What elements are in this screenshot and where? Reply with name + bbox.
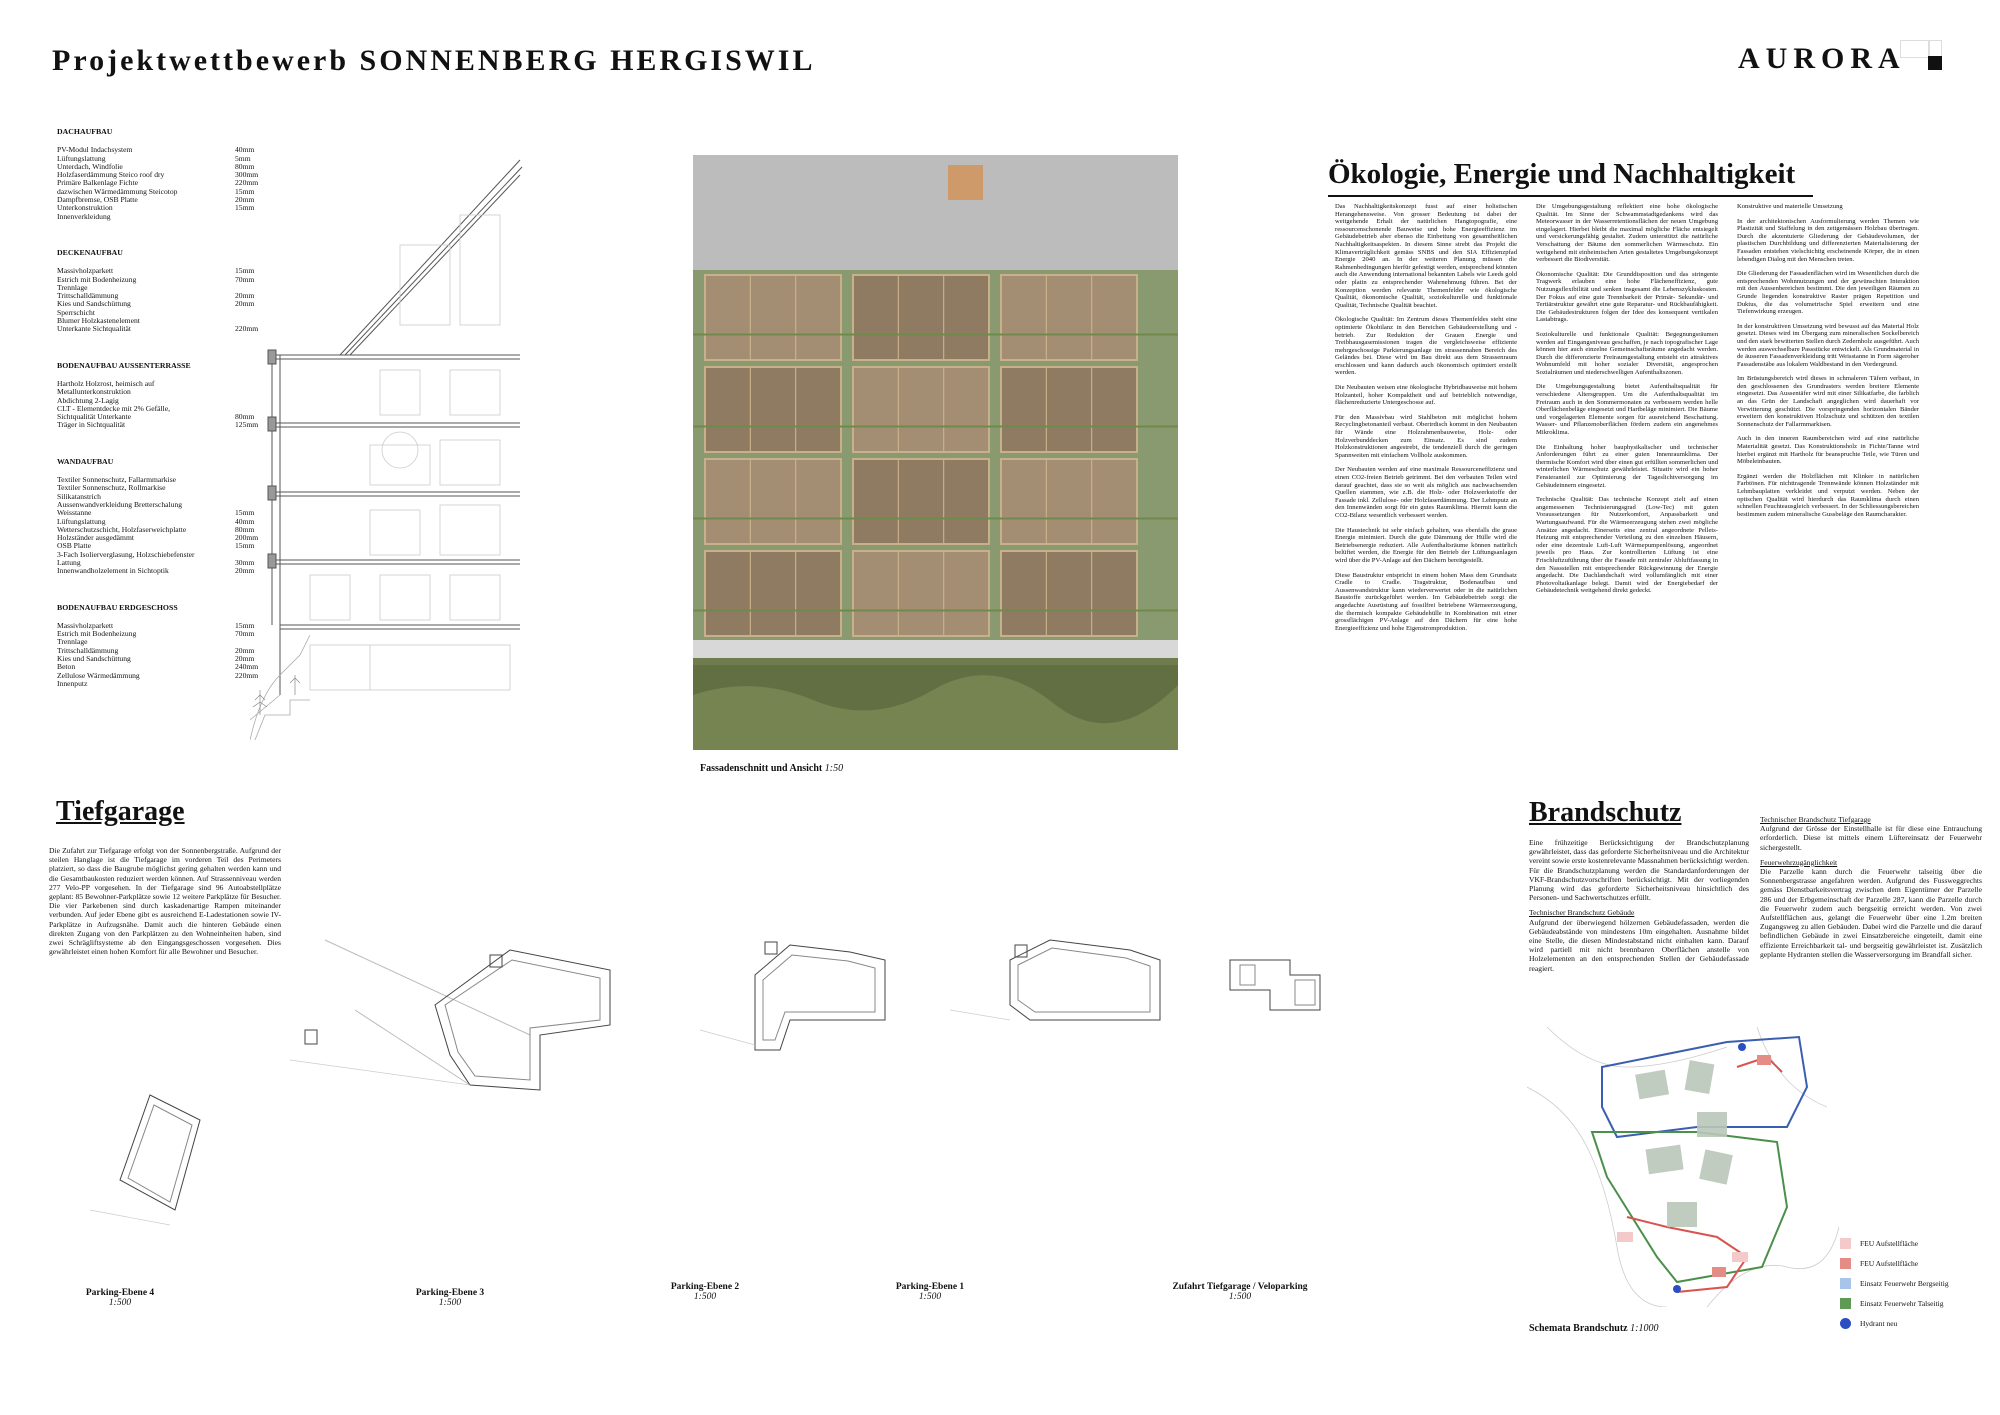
spec-row: Primäre Balkenlage Fichte 220mm [57,178,259,188]
spec-row: PV-Modul Indachsystem 40mm [57,145,255,155]
facade-window [1001,551,1137,636]
eco-paragraph: Ökonomische Qualität: Die Grunddisposition und das stringente Tragwerk erlauben eine hohe Flächeneffizienz, gute Nutzungsflexibilität und senken insgesamt die Lebenszykluskosten. Der Fokus auf eine gute Trennbarkeit der Primär- Sekundär- und Tertiärstruktur gewährt eine gute Reparatur- und Rückbaufähigkeit. Die Gebäudestrukturen folgen der Idee des konsequent vertikalen Lastabtrags. [1536,270,1718,324]
page-title: Projektwettbewerb SONNENBERG HERGISWIL [52,44,816,77]
eco-heading: Ökologie, Energie und Nachhaltigkeit [1328,158,1796,190]
fire-map-legend [1840,1238,1949,1338]
legend-swatch [1840,1318,1851,1329]
facade-window [853,459,989,544]
spec-row: Lattung 30mm [57,557,255,567]
spec-row: Weisstanne 15mm [57,508,255,518]
plan-label-ebene-1: Parking-Ebene 1 1:500 [895,1282,965,1302]
spec-group [57,249,257,334]
spec-row: Holzständer ausgedämmt 200mm [57,533,259,543]
spec-row: Hartholz Holzrost, heimisch auf [57,378,155,388]
facade-window [705,367,841,452]
fire-map-caption-label: Schemata Brandschutz [1529,1323,1628,1334]
eco-paragraph: Die Einhaltung hoher bauphysikalischer und technischer Anforderungen führt zu einer guten Innenraumklima. Der thermische Komfort wird über einen gut erfüllten sommerlichen und winterlichen Wärmeschutz gewährleistet. Situativ wird ein hoher Fensteranteil zur Optimierung der Tageslichtversorgung im Gebäudeinnern eingesetzt. [1536,443,1718,489]
spec-row: Estrich mit Bodenheizung 70mm [57,629,255,639]
legend-label: Einsatz Feuerwehr Talseitig [1860,1298,1944,1308]
facade-elevation-render [693,155,1178,750]
facade-window [853,275,989,360]
facade-window [853,367,989,452]
legend-swatch [1840,1258,1851,1269]
spec-row: Lüftungslattung 40mm [57,516,255,526]
plan-label-ebene-3: Parking-Ebene 3 1:500 [415,1288,485,1308]
facade-window [1001,275,1137,360]
spec-row: Unterkante Sichtqualität 220mm [57,324,259,334]
spec-row: Träger in Sichtqualität 125mm [57,420,259,430]
eco-column-3 [1737,203,1919,525]
eco-paragraph: Die Umgebungsgestaltung bietet Aufenthaltsqualität für verschiedene Altersgruppen. Um die Aufenthaltsqualität im Freiraum auch in den Sommermonaten zu verbessern werden helle Oberflächenbeläge eingesetzt und Hartbeläge minimiert. Die Bäume und vorgelagerten Elemente sorgen für ausreichend Beschattung. Wasser- und Pflanzenoberflächen fördern zudem ein angenehmes Mikroklima. [1536,383,1718,437]
spec-group [57,128,257,221]
eco-heading-rule [1328,195,1813,197]
spec-row: Massivholzparkett 15mm [57,266,255,276]
eco-paragraph: Im Brüstungsbereich wird dieses in schmaleren Täfern verbaut, in den geschlossenen des Grundrasters werden breitere Elemente eingesetzt. Das Aussentäfer wird mit einer Silikatfarbe, die farblich an das Grün der Landschaft angeglichen wird dauerhaft vor Verwitterung geschützt. Die vorspringenden horizontalen Bänder erweitern den konstruktiven Holzschutz und schützen den textilen Sonnenschutz der Fallarmmarkisen. [1737,375,1919,428]
legend-label: FEU Aufstellfläche [1860,1258,1919,1268]
spec-row: Lüftungslattung 5mm [57,153,251,163]
spec-row: Wetterschutzschicht, Holzfaserweichplatte 80mm [57,524,255,534]
brandschutz-tiefgarage-text: Aufgrund der Grösse der Einstellhalle ist für diese eine Entrauchung erforderlich. Diese ist mittels einem Lüftereinsatz der Feuerwehr sichergestellt. [1760,824,1982,852]
eco-paragraph: In der konstruktiven Umsetzung wird bewusst auf das Material Holz gesetzt. Dieses wird im Übergang zum mineralischen Sockelbereich und den stark bewitterten Stellen durch Zedernholz ausgeführt. Auch werden auswechselbare Passstücke entwickelt. Als Grundmaterial in de äusseren Fassadenverkleidung tritt Weisstanne in Form sägeroher Fassadenstäbe aus lokalem Waldbestand in den Vordergrund. [1737,322,1919,368]
tiefgarage-heading: Tiefgarage [56,796,185,827]
eco-paragraph: Die Umgebungsgestaltung reflektiert eine hohe ökologische Qualität. Im Sinne der Schwammstadtgedankens wird das Meteorwasser in der Wasserretentionsflächen der neuen Umgebung eingelagert. Hierbei bleibt die maximal mögliche Fläche entsiegelt und versickerungsfähig gestaltet. Zudem unterstützt die natürliche Verschattung der Bäume den sommerlichen Wärmeschutz. Ein weitgehend mit einheimischen Arten gestaltetes Umgebungskonzept verbessert die Biodiversität. [1536,203,1718,264]
brandschutz-gebaeude-text: Aufgrund der überwiegend hölzernen Gebäudefassaden, werden die Gebäudeabstände von mindestens 10m eingehalten. Ausnahme bildet eine Stelle, die diesen Mindestabstand nicht einhalten kann. Darauf wird partiell mit nicht brennbaren Oberflächen anstelle von Holzelementen an den entsprechenden Stellen der Gebäudefassade reagiert. [1529,917,1749,973]
spec-row: Sperrschicht [57,307,95,317]
brandschutz-text-left [1529,838,1749,979]
spec-row: Zellulose Wärmedämmung 220mm [57,670,259,680]
spec-group-title: WANDAUFBAU [57,456,114,466]
brandschutz-heading: Brandschutz [1529,797,1682,828]
legend-label: Hydrant neu [1860,1318,1898,1328]
brandschutz-feuerwehr-text: Die Parzelle kann durch die Feuerwehr talseitig über die Sonnenbergstrasse angefahren werden. Aufgrund des Fussweggrechts gemäss Dienstbarkeitsvertrag zwischen dem Eigentümer der Parzelle 286 und der Erbgemeinschaft der Parzelle 287, kann die Parzelle durch die Feuerwehr zudem auch bergseitig erreicht werden. Von zwei Aufstellflächen aus, gelangt die Feuerwehr über eine 1.2m breiten Zugangsweg zu allen Gebäuden. Dabei wird die Parzelle und die darauf befindlichen Gebäude in zwei Einsatzbereiche eingeteilt, damit eine effiziente Erreichbarkeit tal- und bergseitig gewährleistet ist. Zusätzlich geplante Hydranten stellen die Wasserversorgung im Brandfall sicher. [1760,867,1982,959]
eco-paragraph: Ergänzt werden die Holzflächen mit Klinker in natürlichen Farbtönen. Für nichttragende Trennwände können Holzständer mit Lehmbauplatten verkleidet und verputzt werden. Neben der optischen Qualität wird hierdurch das Raumklima durch einen schnellen Feuchteausgleich verbessert. In der Schliessungsbereichen bestimmen zudem mineralische Gussbeläge den Raumcharakter. [1737,472,1919,518]
facade-window [853,551,989,636]
spec-group [57,458,257,576]
legend-item [1840,1258,1949,1269]
eco-paragraph: In der architektonischen Ausformulierung werden Themen wie Plastizität und Staffelung in den zeitgemässen Holzbau übertragen. Durch die akzentuierte Gliederung der Gebäudevolumen, der plastischen Durchbildung und differenzierten Materialisierung der Fassaden entstehen vielschichtig erscheinende Körper, die in einen lebendigen Dialog mit den Menschen treten. [1737,217,1919,263]
eco-paragraph: Die Haustechnik ist sehr einfach gehalten, was ebenfalls die graue Energie minimiert. Durch die gute Dämmung der Hülle wird die Betriebsenergie reduziert. Alle Aufenthaltsräume können natürlich belüftet werden, die Energie für den Betrieb der Lüftungsanlagen wird über die PV-Anlage auf den Dächern bereitgestellt. [1335,526,1517,564]
spec-row: CLT - Elementdecke mit 2% Gefälle, [57,403,171,413]
spec-group-title: DACHAUFBAU [57,127,113,136]
spec-row: Dampfbremse, OSB Platte 20mm [57,195,255,205]
eco-paragraph: Technische Qualität: Das technische Konzept zielt auf einen angemessenen Technisierungsgrad (Low-Tec) mit guten Voraussetzungen für Nutzerkomfort, Anpassbarkeit und Wartungsaufwand. Für die Wärmeerzeugung stehen zwei mögliche Ansätze angedacht. Einerseits eine zentral angeordnete Pellets-Heizung mit entsprechender Verteilung zu den einzelnen Häusern, oder eine dezentrale Luft-Luft Wärmepumpenlösung, angeordnet jeweils pro Haus. Zur kontrollierten Lüftung ist eine Frischluftzuführung über die Fassade mit zentraler Abluftfassung in den Nassstellen mit entsprechender Rückgewinnung der Energie angedacht. Die Dachlandschaft wird vollumfänglich mit einer Photovoltaikanlage belegt. Damit wird der Energiebedarf der Gebäudetechnik weitgehend direkt gedeckt. [1536,496,1718,595]
legend-swatch [1840,1238,1851,1249]
facade-section-drawing [250,155,670,740]
eco-column-2 [1536,203,1718,602]
eco-paragraph: Diese Baustruktur entspricht in einem hohen Mass dem Grundsatz Cradle to Cradle. Tragstruktur, Bodenaufbau und Aussenwandstruktur kann wiederverwertet oder in die natürlichen Baustoffe zurückgeführt werden. Im Gebäudebetrieb sorgt die angedachte Ausrüstung auf fossilfrei betriebene Wärmeerzeugung, die thermisch kompakte Gebäudehülle in Kombination mit einer grossflächigen PV-Anlage auf den Dächern für eine hohe Energieeffizienz und hohe Eigenstromproduktion. [1335,571,1517,632]
legend-item [1840,1278,1949,1289]
eco-paragraph: Die Neubauten weisen eine ökologische Hybridbauweise mit hohem Holzanteil, hoher Kompaktheit und auf betrieblich notwendige, flächenreduzierte Untergeschosse auf. [1335,384,1517,407]
facade-window [705,275,841,360]
brandschutz-intro: Eine frühzeitige Berücksichtigung der Brandschutzplanung gewährleistet, dass das geforderte Sicherheitsniveau und die Architektur vereint sowie erste kostenrelevante Massnahmen berücksichtigt werden. Für die Brandschutzplanung werden die Standardanforderungen der VKF-Brandschutzvorschriften berücksichtigt. Mit der vorliegenden Planung wird das geforderte Sicherheitsniveau hinsichtlich des Personen- und Sachwertschutzes erfüllt. [1529,838,1749,903]
plan-label-ebene-4: Parking-Ebene 4 1:500 [85,1288,155,1308]
eco-paragraph: Konstruktive und materielle Umsetzung [1737,203,1843,210]
facade-window [1001,367,1137,452]
facade-window [705,551,841,636]
eco-paragraph: Die Gliederung der Fassadenflächen wird im Wesentlichen durch die entsprechenden Wohnnutzungen und der gewünschten Interaktion mit den Aussenbereichen bestimmt. Die den jeweiligen Räumen zu Grunde liegenden konstruktive Raster prägen Repetition und Duktus, die das volumetrische Spiel erweitern und eine Tiefenwirkung erzeugen. [1737,270,1919,316]
plan-label-zufahrt: Zufahrt Tiefgarage / Veloparking 1:500 [1172,1282,1308,1302]
facade-caption [700,763,843,774]
spec-row: Kies und Sandschüttung 20mm [57,654,255,664]
spec-row: Textiler Sonnenschutz, Fallarmmarkise [57,475,177,485]
spec-row: Holzfaserdämmung Steico roof dry 300mm [57,170,259,180]
legend-item [1840,1238,1949,1249]
facade-window [705,459,841,544]
brandschutz-tiefgarage-title: Technischer Brandschutz Tiefgarage [1760,815,1871,824]
eco-paragraph: Das Nachhaltigkeitskonzept fusst auf einer holistischen Herangehensweise. Von grosser Bedeutung ist dabei der weitgehende Erhalt der natürlichen Hangtopografie, eine ressourcenschonende Bauweise und hohe Energieeffizienz im Gebäudebetrieb aber ebenso die Einbettung von gesamtheitlichen Nachhaltigkeitsaspekten. In diesem Sinne strebt das Projekt die Klimaverträglichkeit gemäss SNBS und den SIA Effizienzpfad Energie 2040 an. In der weiteren Planung müssen die Rahmenbedingungen hierfür gefestigt werden, entsprechend könnten auch die Anwendung international bekannten Labels wie Leeds gold oder platin zu entsprechender Wahrnehmung führen. Bei der Konzeption werden relevante Themenfelder wie ökologische Qualität, ökonomische Qualität, soziokulturelle und funktionale Qualität, Technische Qualität beachtet. [1335,203,1518,309]
spec-row: Unterkonstruktion 15mm [57,203,255,213]
spec-row: Blumer Holzkastenelement [57,316,140,326]
facade-caption-scale: 1:50 [824,763,844,774]
spec-group [57,604,257,689]
spec-row: Silikatanstrich [57,491,101,501]
spec-row: OSB Platte 15mm [57,541,255,551]
legend-item [1840,1318,1949,1329]
spec-group-title: BODENAUFBAU AUSSENTERRASSE [57,360,191,370]
spec-row: Sichtqualität Unterkante 80mm [57,412,255,422]
fire-map-caption [1529,1323,1658,1334]
eco-paragraph: Ökologische Qualität: Im Zentrum dieses Themenfeldes steht eine optimierte Ökobilanz in den Bereichen Gebäudeerstellung und -betrieb. Zur Reduktion der Grauen Energie und Treibhausgasemissionen tragen die vergleichsweise effiziente mehrgeschossige Parkierungsanlage im strassennahen Bereich des Geländes bei. Diese wird im Bau direkt aus dem Strassenraum erschlossen und kann dadurch auch ökonomisch optimiert erstellt werden. [1335,316,1517,377]
fire-safety-site-map [1527,1027,1839,1307]
spec-row: 3-Fach Isolierverglasung, Holzschiebefenster [57,549,195,559]
plan-label-ebene-2: Parking-Ebene 2 1:500 [670,1282,740,1302]
spec-row: Innenverkleidung [57,211,111,221]
facade-caption-label: Fassadenschnitt und Ansicht [700,763,823,774]
construction-specs [57,128,257,716]
spec-row: Beton 240mm [57,662,259,672]
eco-paragraph: Auch in den inneren Raumbereichen wird auf eine natürliche Materialität gesetzt. Das Konstruktionsholz in Fichte/Tanne wird hierbei ergänzt mit Hartholz für beanspruchte Teile, wie Türen und Möbeleinbauten. [1737,435,1919,466]
brand-logo-icon [1900,40,1942,76]
spec-row: Textiler Sonnenschutz, Rollmarkise [57,483,166,493]
brandschutz-gebaeude-title: Technischer Brandschutz Gebäude [1529,908,1635,918]
spec-row: Kies und Sandschüttung 20mm [57,299,255,309]
legend-swatch [1840,1298,1851,1309]
eco-paragraph: Soziokulturelle und funktionale Qualität: Begegnungsräumen werden auf Eingangsniveau geschaffen, je nach topografischer Lage können hier auch einzelne Gemeinschaftsräume angedacht werden. Durch die differenzierte Freiraumgestaltung entsteht ein attraktives Wohnumfeld mit hoher sozialer Diversität, angesprochen Sozialräumen und niederschwelligen Aufenthaltszonen. [1536,330,1718,376]
spec-row: Massivholzparkett 15mm [57,620,255,630]
spec-group-title: DECKENAUFBAU [57,247,123,257]
brand-name: AURORA [1738,42,1906,75]
spec-row: Trennlage [57,637,88,647]
legend-swatch [1840,1278,1851,1289]
spec-row: Trittschalldämmung 20mm [57,645,255,655]
spec-group [57,362,257,430]
spec-row: Metallunterkonstruktion [57,387,131,397]
eco-column-1 [1335,203,1517,639]
spec-row: Innenputz [57,678,88,688]
legend-label: FEU Aufstellfläche [1860,1238,1919,1248]
brandschutz-feuerwehr-title: Feuerwehrzugänglichkeit [1760,857,1838,867]
spec-group-title: BODENAUFBAU ERDGESCHOSS [57,602,178,612]
spec-row: Innenwandholzelement in Sichtoptik 20mm [57,566,255,576]
spec-row: dazwischen Wärmedämmung Steicotop 15mm [57,186,255,196]
facade-window [1001,459,1137,544]
spec-row: Trittschalldämmung 20mm [57,291,255,301]
parking-plans [90,880,1410,1260]
eco-paragraph: Der Neubauten werden auf eine maximale Ressourceneffizienz und einen CO2-freien Betrieb getrimmt. Bei den verbauten Teilen wird darauf geachtet, dass sie so weit als möglich aus nachwachsenden Quellen stammen, wie z.B. die Holz- oder Holzwerkstoffe der Fassade inkl. Zellulose- oder Holzfaserdämmung. Der Lehmputz an den Innenwänden sorgt für ein gutes Raumklima. Hiermit kann die CO2-Bilanz wesentlich verbessert werden. [1335,466,1517,519]
spec-row: Estrich mit Bodenheizung 70mm [57,274,255,284]
eco-paragraph: Für den Massivbau wird Stahlbeton mit möglichst hohem Recyclingbetonanteil verbaut. Oberirdisch kommt in den Neubauten für Wände eine Holzrahmenbauweise, Holz- oder Holzverbunddecken zum Einsatz. Es sind zudem Holzkonstruktionen angestrebt, die tendenziell durch die geringen Spannweiten mit einfachem Vollholz auskommen. [1335,413,1517,459]
legend-item [1840,1298,1949,1309]
spec-row: Aussenwandverkleidung Bretterschalung [57,499,183,509]
spec-row: Unterdach, Windfolie 80mm [57,161,255,171]
spec-row: Abdichtung 2-Lagig [57,395,119,405]
spec-row: Trennlage [57,282,88,292]
fire-map-caption-scale: 1:1000 [1630,1323,1659,1334]
tiefgarage-text: Die Zufahrt zur Tiefgarage erfolgt von der Sonnenbergstraße. Aufgrund der steilen Hanglage ist die Tiefgarage im vorderen Teil des Perimeters platziert, so dass die Baugrube möglichst gering gehalten werden kann und die Gesamtbaukosten reduziert werden können. Auf Strassenniveau werden 277 Velo-PP vorgesehen. In der Tiefgarage sind 96 Autoabstellplätze geplant: 85 Bewohner-Parkplätze sowie 12 weitere Parkplätze für Besucher. Die vier Parkebenen sind durch kaskadenartige Rampen miteinander verbunden. Auf jeder Ebene gibt es ausreichend E-Ladestationen sowie IV-Parkplätze in Aufzugsnähe. Damit auch die hinteren Gebäude einen direkten Zugang von den Parkplätzen zu den Wohneinheiten haben, sind zwei Schrägliftsysteme ab den Eingangsgeschossen vorgesehen. Dies gewährleistet einen hohen Komfort für alle Bewohner und Besucher. [49,846,281,957]
legend-label: Einsatz Feuerwehr Bergseitig [1860,1278,1949,1288]
brandschutz-text-right [1760,815,1982,965]
